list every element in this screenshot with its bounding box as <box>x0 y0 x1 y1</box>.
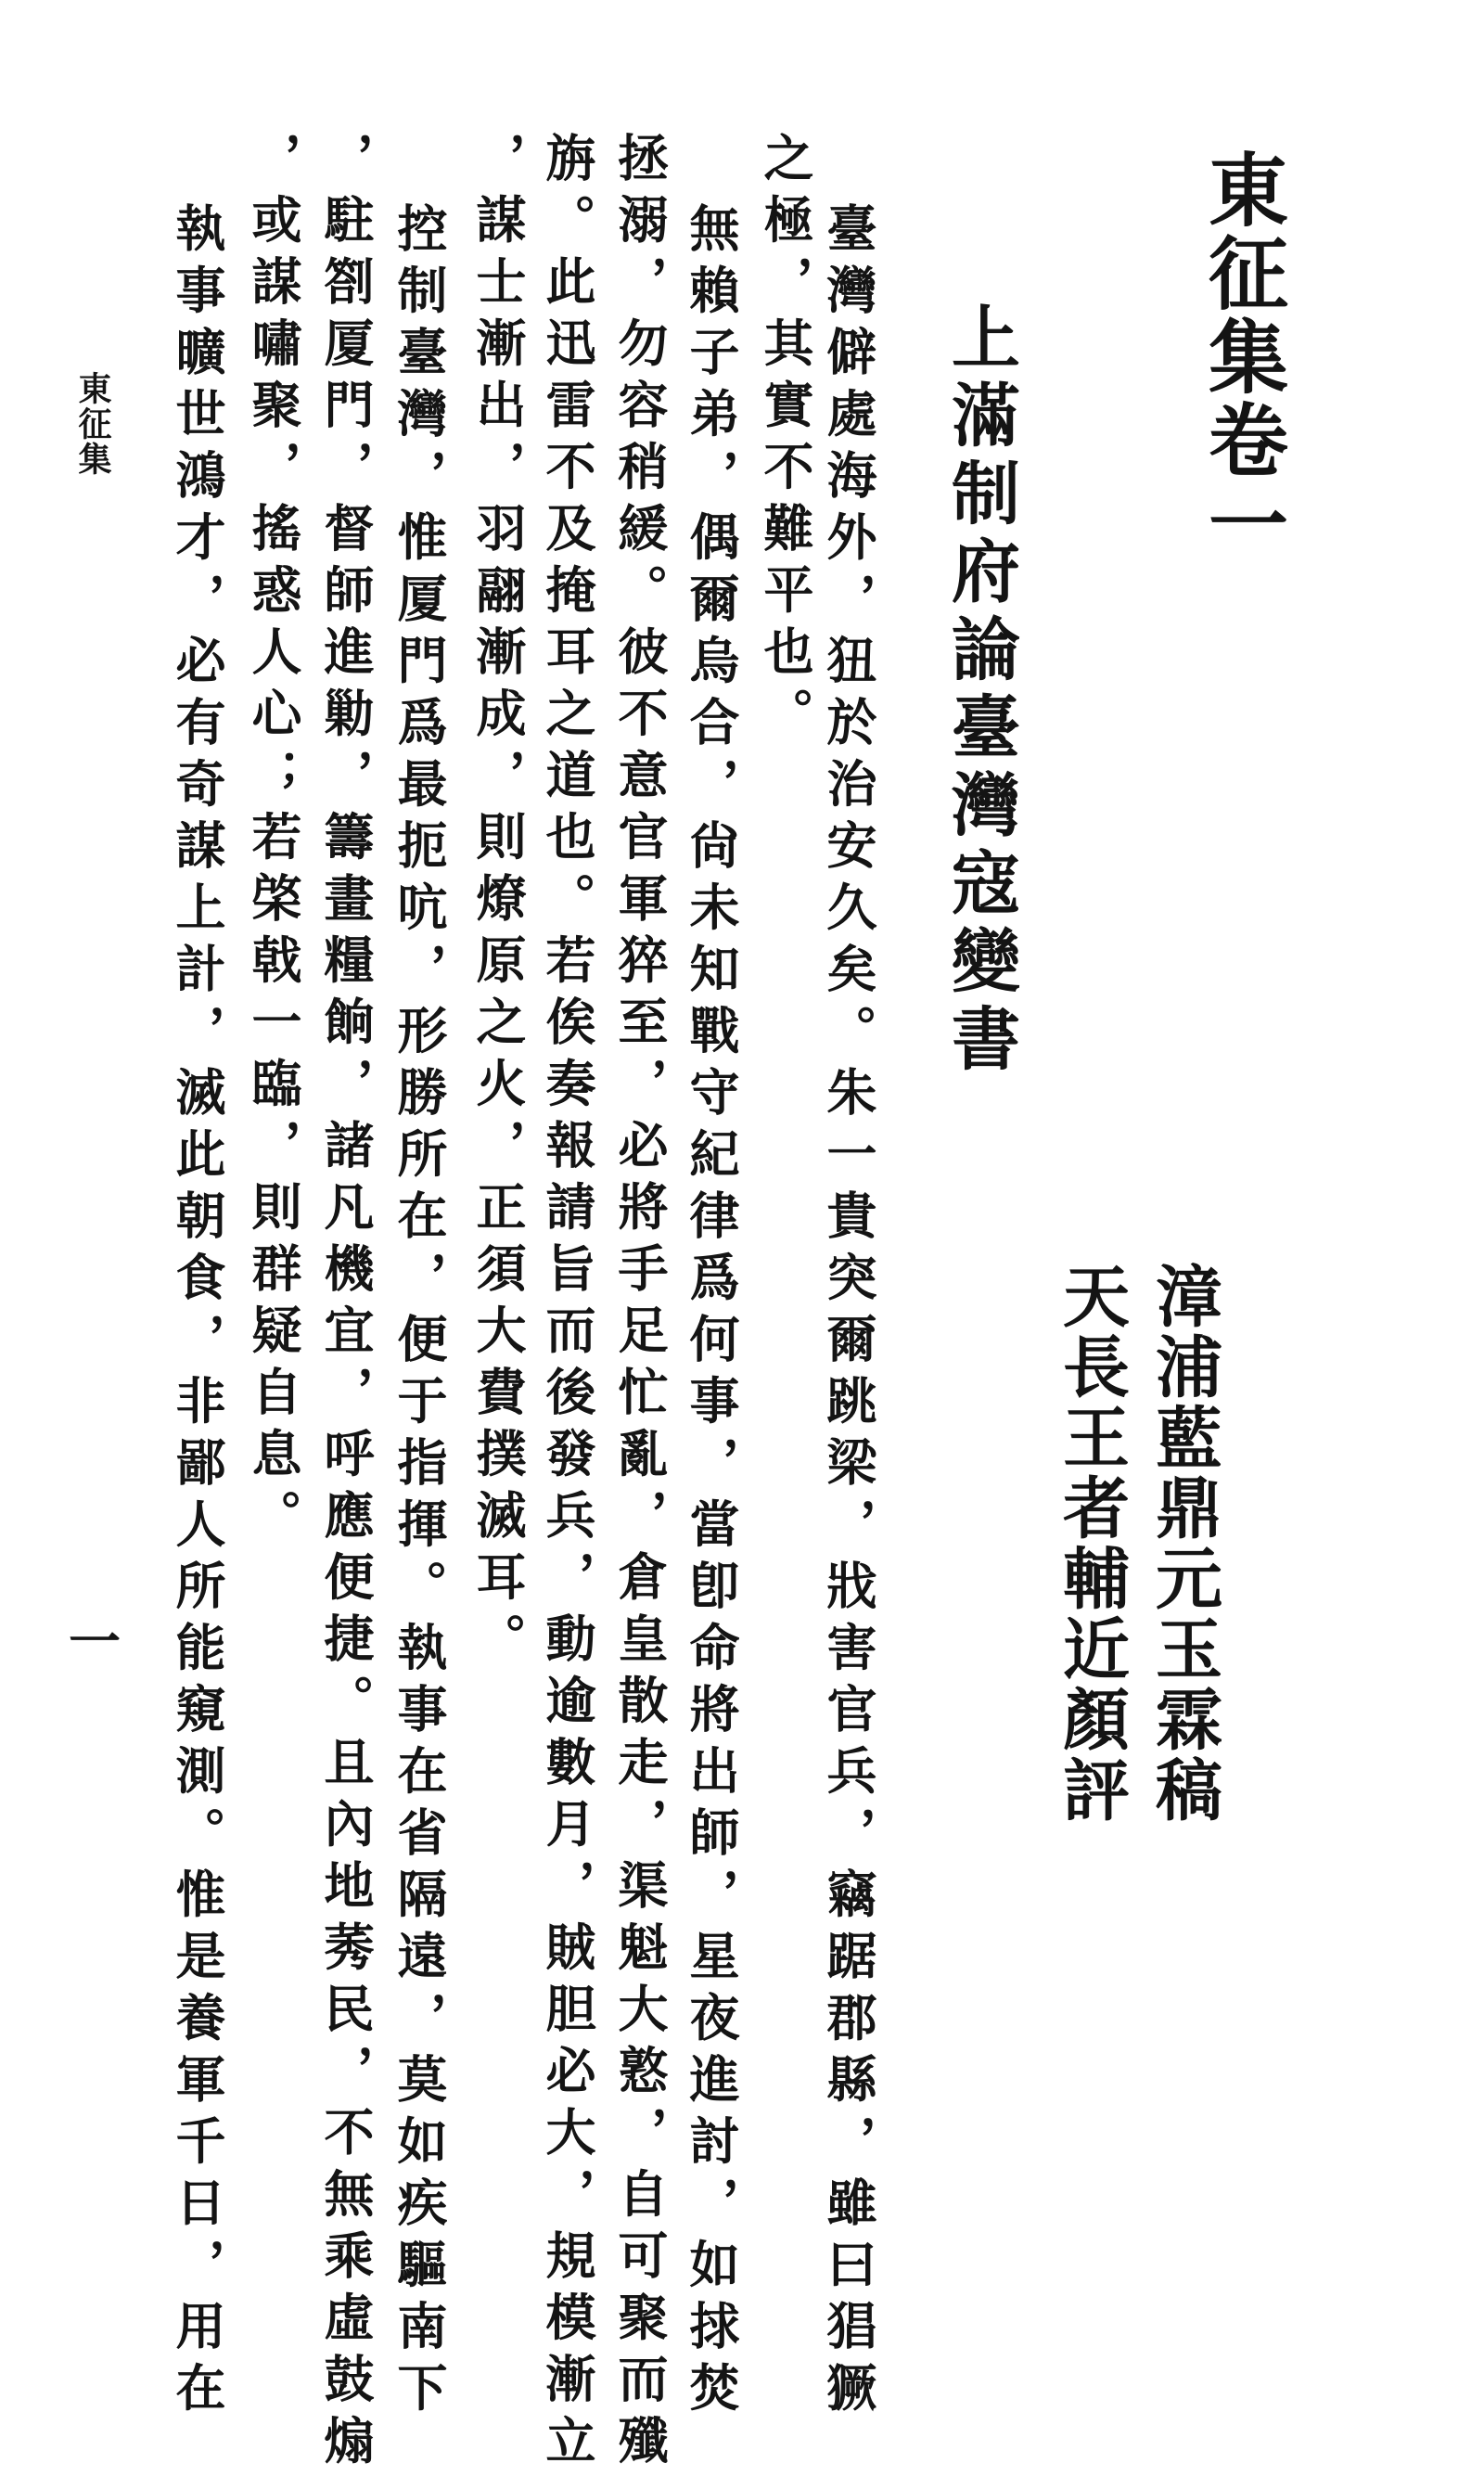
essay-title: 上滿制府論臺灣寇變書 <box>940 301 1020 1081</box>
body-line: 拯溺，勿容稍緩。彼不意官軍猝至，必將手足忙亂，倉皇散走，渠魁大憝，自可聚而殲 <box>610 132 670 2476</box>
body-line: 之極，其實不難平也。 <box>756 132 815 749</box>
volume-title: 東征集卷一 <box>1195 148 1288 566</box>
author-line: 漳浦藍鼎元玉霖稿 <box>1145 1262 1223 1826</box>
body-line: 臺灣僻處海外，狃於治安久矣。朱一貴突爾跳梁，戕害官兵，竊踞郡縣，雖曰猖獗 <box>819 202 878 2423</box>
commentator-line: 天長王者輔近顏評 <box>1052 1262 1131 1826</box>
body-line: 執事曠世鴻才，必有奇謀上計，滅此朝食，非鄙人所能窺測。惟是養軍千日，用在 <box>168 202 227 2423</box>
body-line: 無賴子弟，偶爾烏合，尙未知戰守紀律爲何事，當卽命將出師，星夜進討，如捄焚 <box>682 202 741 2423</box>
body-line: ，駐劄厦門，督師進勦，籌畫糧餉，諸凡機宜，呼應便捷。且內地莠民，不無乘虛鼓煽 <box>316 132 376 2476</box>
body-line: 控制臺灣，惟厦門爲最扼吭，形勝所在，便于指揮。執事在省隔遠，莫如疾驅南下 <box>390 202 449 2423</box>
body-line: ，或謀嘯聚，搖惑人心；若棨戟一臨，則群疑自息。 <box>244 132 303 1551</box>
page-number: 一 <box>60 1614 122 1666</box>
body-line: ，謀士漸出，羽翮漸成，則燎原之火，正須大費撲滅耳。 <box>468 132 528 1674</box>
body-line: 旃。此迅雷不及掩耳之道也。若俟奏報請旨而後發兵，動逾數月，賊胆必大，規模漸立 <box>538 132 597 2476</box>
running-footer-title: 東征集 <box>73 371 112 477</box>
